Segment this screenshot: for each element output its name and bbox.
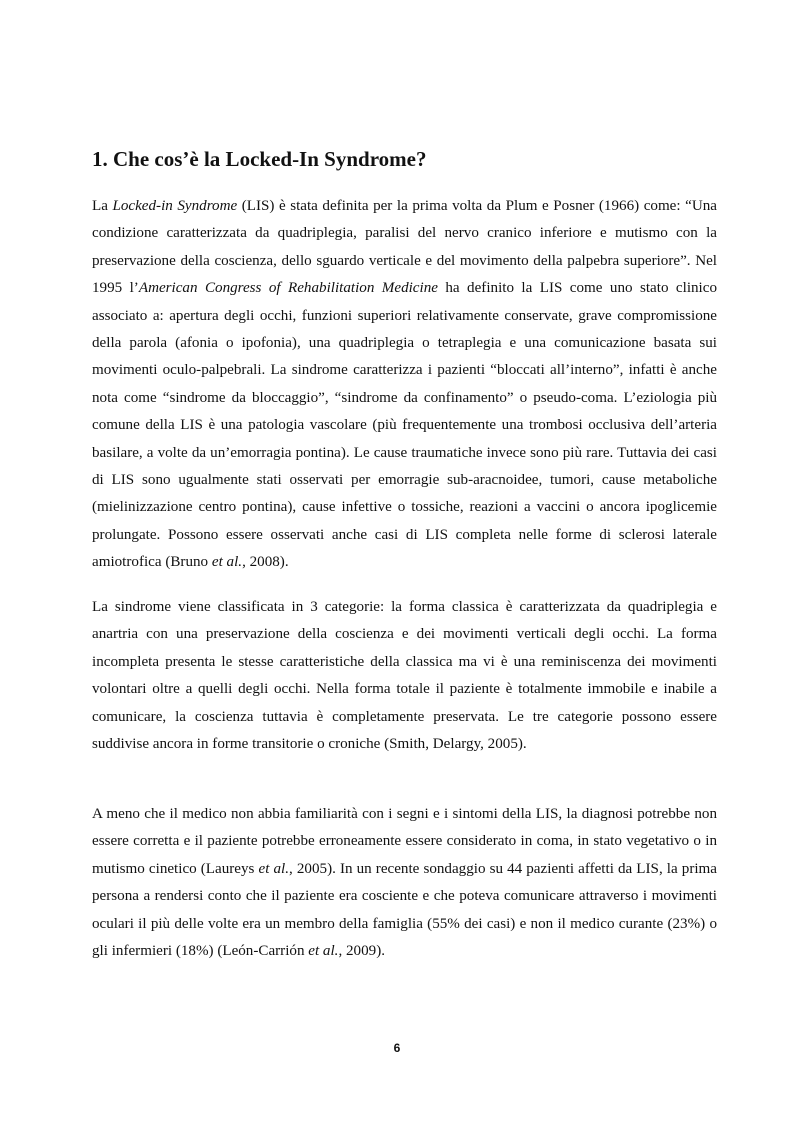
paragraph — [92, 801, 717, 965]
italic-text-run: et al. — [308, 943, 339, 960]
text-run: A meno che il medico non abbia familiarità con i segni e i sintomi della LIS, la diagnosi potrebbe non essere corretta e il paziente potrebbe erroneamente essere considerato in coma, in stato vegetativo o in mutismo cinetico (Laureys — [92, 806, 717, 877]
text-run: , 2005). In un recente sondaggio su 44 pazienti affetti da LIS, la prima persona a rendersi conto che il paziente era cosciente e che poteva comunicare attraverso i movimenti oculari il più delle volte era un membro della famiglia (55% dei casi) e non il medico curante (23%) o gli infermieri (18%) (León-Carrión — [92, 860, 717, 960]
text-run: (LIS) è stata definita per la prima volta da Plum e Posner (1966) come: “Una condizione caratterizzata da quadriplegia, paralisi del nervo cranico inferiore e mutismo con la preservazione della coscienza, dello sguardo verticale e del movimento della palpebra superiore”. Nel 1995 l’ — [92, 198, 717, 297]
section-heading: 1. Che cos’è la Locked-In Syndrome? — [92, 147, 427, 171]
text-run: , 2009). — [338, 943, 385, 960]
italic-text-run: et al. — [211, 554, 243, 571]
text-run: La — [92, 198, 113, 214]
text-run: , 2008). — [242, 554, 289, 571]
text-run: ha definito la LIS come uno stato clinico associato a: apertura degli occhi, funzioni superiori relativamente conservate, grave compromissione della parola (afonia o ipofonia), una quadriplegia o tetraplegia e una comunicazione basata sui movimenti oculo-palpebrali. La sindrome caratterizza i pazienti “bloccati all’interno”, infatti è anche nota come “sindrome da bloccaggio”, “sindrome da confinamento” o pseudo-coma. L’eziologia più comune della LIS è una patologia vascolare (più frequentemente una trombosi occlusiva dell’arteria basilare, a volte da un’emorragia pontina). Le cause traumatiche invece sono più rare. Tuttavia dei casi di LIS sono ugualmente stati osservati per emorragie sub-aracnoidee, tumori, cause metaboliche (mielinizzazione centro pontina), cause infettive o tossiche, reazioni a vaccini o ancora ipoglicemie prolungate. Possono essere osservati anche casi di LIS completa nelle forme di sclerosi laterale amiotrofica (Bruno — [92, 280, 717, 571]
text-run: La sindrome viene classificata in 3 categorie: la forma classica è caratterizzata da quadriplegia e anartria con una preservazione della coscienza e dei movimenti verticali degli occhi. La forma incompleta presenta le stesse caratteristiche della classica ma vi è una reminiscenza dei movimenti volontari oltre a quelli degli occhi. Nella forma totale il paziente è totalmente immobile e inabile a comunicare, la coscienza tuttavia è completamente preservata. Le tre categorie possono essere suddivise ancora in forme transitorie o croniche (Smith, Delargy, 2005). — [92, 599, 717, 753]
italic-text-run: et al. — [258, 860, 290, 877]
paragraph — [92, 594, 717, 758]
paragraph — [92, 193, 717, 577]
italic-text-run: American Congress of Rehabilitation Medicine — [138, 280, 438, 297]
italic-text-run: Locked-in Syndrome — [112, 198, 238, 214]
page-number: 6 — [393, 1041, 401, 1055]
